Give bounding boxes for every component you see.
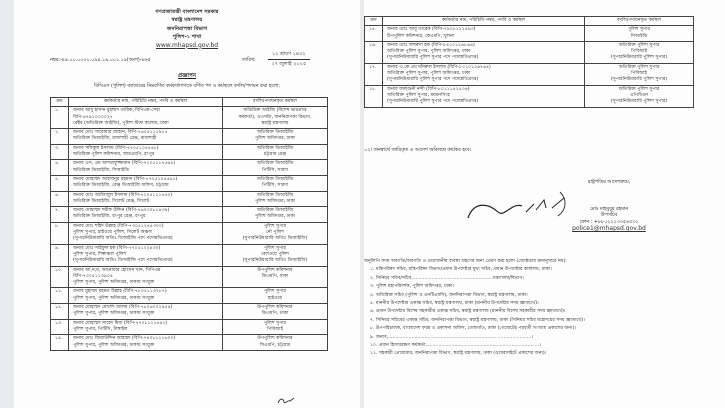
posting-line: অতিরিক্ত ডিআইজি	[256, 192, 294, 198]
table-row	[51, 335, 328, 351]
officer-detail-line: জনাব এস, এম আশরাফুজ্জামান (বিপি-৭২০৫১১৭৫৬৪)	[73, 161, 176, 167]
new-posting	[223, 335, 328, 351]
govt-name: গণপ্রজাতন্ত্রী বাংলাদেশ সরকার	[155, 9, 219, 15]
copy-recipient: ৩. পুলিশ মহাপরিদর্শক, পুলিশ অধিদপ্তর, ঢাকা।	[370, 284, 455, 290]
document-page-left	[14, 0, 360, 408]
officer-detail-line: জনাব মোঃ সারোয়ার জাহান, বিপি-৭৬০৫১১২৯২৫	[73, 130, 168, 136]
officer-detail-line: জনাব এ.কে.এম মনিরুল ইসলাম (বিপি-৮০১০১২৬৭৬৪)	[387, 64, 491, 70]
date-gregorian: ২৭ জুলাই ২০২৫	[271, 61, 307, 68]
officer-detail-line: জনাব মোহাম্মদ সাহেদ মিয়া (বিপি-৭৭০৮১২১৬৪২)	[73, 320, 168, 326]
officer-detail-line: (সুপারনিউমারারি পুলিশ সুপার পদে পদোন্নতিপ্রাপ্ত)	[387, 55, 479, 61]
officer-detail-line: জনাব সফিকুল ইসলাম (বিপি-৭৭০৫১০৪৫৪৮)	[73, 145, 159, 151]
table-row	[51, 244, 328, 266]
new-posting	[585, 63, 694, 85]
officer-details	[69, 175, 223, 191]
officer-detail-line: (সুপারনিউমারারি পুলিশ সুপার পদে পদোন্নতিপ্রাপ্ত)	[387, 99, 479, 105]
posting-line: পিবিআই	[266, 326, 284, 332]
website-link[interactable]: www.mhapsd.gov.bd	[155, 41, 219, 49]
col-header-sl: ক্রম	[51, 98, 69, 107]
officer-detail-line: পুলিশ সুপার, হাইওয়ে পুলিশ, সিলেট অঞ্চল	[73, 230, 152, 236]
transfer-table-left	[50, 97, 328, 351]
serial-number: ৩.	[51, 144, 69, 160]
new-posting	[223, 304, 328, 320]
officer-details	[69, 107, 223, 129]
col-header-posting: বদলি/পদায়নকৃত কর্মস্থল	[585, 17, 694, 26]
copy-recipient: ৬. প্রধান উপদেষ্টার বিশেষ সহকারীর একান্ত সচিব, স্বরাষ্ট্র মন্ত্রণালয় (মাননীয় বিশেষ সহকারীর সদয় জ্ঞাতার্থে)।	[370, 309, 566, 315]
new-posting	[223, 144, 328, 160]
officer-detail-line: জনাব মোহাম্মদ আহসানুর রহমান (বিপি-৭৭০৫১০৪৫৬১)	[73, 176, 178, 182]
copy-recipient: ৮. উপপরিচালক, বাংলাদেশ ফরম ও প্রকাশনা অফিস, তেজগাঁও, ঢাকা (গেজেটের পরবর্তী সংখ্যায় প্রকাশের জন্য)।	[370, 326, 576, 332]
serial-number: ১৪.	[51, 335, 69, 351]
table-row	[365, 85, 694, 107]
posting-line: (সুপারনিউমারারি অতিঃ ডিআইজি)	[242, 236, 308, 242]
posting-line: উপপুলিশ কমিশনার	[257, 305, 293, 311]
table-row	[51, 319, 328, 335]
posting-line: পুলিশ অধিদপ্তর, ঢাকা	[254, 136, 295, 142]
posting-line: পুলিশ অধিদপ্তর, ঢাকা	[254, 198, 295, 204]
officer-detail-line: অতিরিক্ত ডিআইজি, রাজশাহী রেঞ্জ, রাজশাহী	[73, 136, 157, 142]
serial-number: ৪.	[51, 160, 69, 176]
officer-details	[69, 335, 223, 351]
date-box	[268, 50, 310, 69]
table-row	[51, 175, 328, 191]
table-row	[51, 191, 328, 207]
posting-line: অতিরিক্ত পুলিশ সুপার	[618, 64, 660, 70]
effective-clause: ০২। জনস্বার্থে জারিকৃত এ আদেশ অবিলম্বে কার্যকর হবে।	[364, 148, 472, 153]
posting-line: পুলিশ সুপার	[263, 245, 287, 251]
posting-line: চট্টগ্রাম রেঞ্জ	[263, 152, 287, 158]
posting-line: অতিরিক্ত ডিআইজি	[256, 176, 294, 182]
officer-detail-line: জনাব মুহাম্মদ রহমত উল্লাহ (বিপি-৭৮০৫১১৩২৮৭)	[73, 289, 167, 295]
table-row	[51, 304, 328, 320]
posting-line: পুলিশ সুপার	[263, 289, 287, 295]
signatory-designation: উপসচিব	[600, 213, 618, 218]
posting-line: সিএমপি, চট্টগ্রাম	[259, 342, 291, 348]
serial-number: ১৫.	[365, 26, 383, 42]
serial-number: ১৮.	[365, 85, 383, 107]
posting-line: পিবিআই	[630, 49, 648, 55]
officer-detail-line: জনাব মোঃ জিয়াউদ্দিন আহম্মদ (বিপি-৭৪০৮১২১৬০০)	[73, 336, 176, 342]
officer-detail-line: জনাব মোহাম্মদ শরীফ উদ্দিন (বিপি-৭৬০৩০৮১৪৩৯)	[73, 208, 170, 214]
officer-detail-line: (সুপারনিউমারারি অতিঃ ডিআইজি পদে পদোন্নতিপ্রাপ্ত)	[73, 236, 173, 242]
new-posting	[223, 107, 328, 129]
serial-number: ১১.	[51, 288, 69, 304]
posting-line: (সুপারনিউমারারি পুলিশ সুপার)	[610, 55, 668, 61]
posting-line: (সুপারনিউমারারি পুলিশ সুপার)	[610, 77, 668, 83]
posting-line: অতিরিক্ত ডিআইজি	[256, 161, 294, 167]
table-row	[51, 266, 328, 288]
officer-detail-line: (সুপারনিউমারারি পুলিশ সুপার পদে পদোন্নতিপ্রাপ্ত)	[387, 77, 479, 83]
serial-number: ১৭.	[365, 63, 383, 85]
signatory-email-link[interactable]: police1@mhapsd.gov.bd	[572, 225, 646, 232]
officer-details	[69, 129, 223, 145]
new-posting	[223, 160, 328, 176]
officer-detail-line: জনাব মোহাম্মদ মোর্শেদ আলম (বিপি-৭৮০৬০০২৯৫৪)	[73, 305, 173, 311]
officer-details	[383, 26, 585, 42]
officer-detail-line: অতিরিক্ত পুলিশ কমিশনার, আরএমপি, রংপুর	[73, 152, 155, 158]
new-posting	[223, 288, 328, 304]
officer-detail-line: জনাব মোঃ আজিজুল ইসলাম (বিপি-৭২০৫১২১৫৫০)	[73, 192, 173, 198]
posting-line: উপপুলিশ কমিশনার	[257, 336, 293, 342]
copies-intro: অনুলিপি সদয় অবগতি/অবগতি ও প্রয়োজনীয় ব্যবস্থা গ্রহণের জন্য প্রেরণ করা হলো (জ্যেষ্ঠতার ক্রমানুসারে নয়):	[364, 259, 567, 264]
signatory-phone: ফোন : +৮৮০২২২৩৩৫৪৫৩১	[579, 219, 639, 225]
posting-line: অতিরিক্ত পুলিশ সুপার	[618, 42, 660, 48]
officer-details	[383, 41, 585, 63]
officer-detail-line: উপপুলিশ কমিশনার, কেএমপি, খুলনা	[387, 33, 455, 39]
col-header-sl: ক্রম	[365, 17, 383, 26]
new-posting	[223, 175, 328, 191]
notice-title: প্রজ্ঞাপন	[178, 73, 196, 80]
officer-detail-line: জনাব মোঃ শহিদ উল্লাহ (বিপি-৭৩০৫১২৪৫৩০০)	[73, 223, 164, 229]
officer-detail-line: রেক্টর (অতিরিক্ত আইজি), পুলিশ স্টাফ কলেজ, ঢাকা	[73, 120, 169, 126]
posting-line: অতিরিক্ত ডিআইজি	[256, 208, 294, 214]
officer-details	[69, 288, 223, 304]
officer-details	[69, 222, 223, 244]
initials-signature-icon	[276, 396, 296, 406]
new-posting	[585, 41, 694, 63]
table-header-row	[365, 17, 694, 26]
serial-number: ২.	[51, 129, 69, 145]
posting-line: নৌ পুলিশ	[266, 230, 284, 236]
posting-line: অতিরিক্ত আইজি (বিশেষ ভারপ্রাপ্ত	[243, 108, 307, 114]
new-posting	[223, 319, 328, 335]
signatory-name: মোঃ মাহবুবুর রহমান	[589, 206, 629, 212]
posting-line: অতিরিক্ত পুলিশ সুপার	[618, 86, 660, 92]
posting-line: হাইওয়ে	[267, 295, 283, 301]
letterhead	[14, 8, 360, 50]
table-row	[51, 207, 328, 223]
document-page-right	[364, 0, 725, 408]
table-body-right	[365, 26, 694, 107]
serial-number: ১.	[51, 107, 69, 129]
officer-details	[69, 207, 223, 223]
officer-detail-line: পুলিশ সুপার, পিটিসি, টাঙ্গাইল	[73, 326, 128, 332]
serial-number: ১২.	[51, 304, 69, 320]
officer-detail-line: জনাব ফাল্গুনী নন্দী (বিপি-৮০১১১৪২৫৩৬)	[387, 86, 470, 92]
signature-block	[504, 180, 714, 233]
copy-recipient: ৫. মাননীয় উপদেষ্টার একান্ত সচিব, স্বরাষ্ট্র মন্ত্রণালয়, ঢাকা (মাননীয় উপদেষ্টার সদয় জ্ঞাতার্থে)।	[370, 301, 539, 307]
posting-line: (সুপারনিউমারারি পুলিশ সুপার)	[610, 99, 668, 105]
posting-line: এপিবিএন	[629, 92, 649, 98]
by-order-text: রাষ্ট্রপতির আদেশক্রমে,	[587, 180, 631, 185]
officer-detail-line: জনাব মোঃ আবু তারেক (বিপি-৭৯০৮১২১৫৬৩)	[387, 27, 476, 33]
officer-detail-line: পুলিশ সুপার, পুলিশ অধিদপ্তর, ঢাকায় সংযুক্ত	[73, 295, 155, 301]
officer-detail-line: অতিরিক্ত ডিআইজি, সিলেট রেঞ্জ, সিলেট	[73, 198, 150, 204]
col-header-name: কর্মকর্তার নাম, পরিচিতি নম্বর, পদবি ও কর্মস্থল	[383, 17, 585, 26]
new-posting	[585, 85, 694, 107]
branch-name: পুলিশ-১ শাখা	[172, 34, 202, 41]
copy-recipient: ২. সিনিয়র সচিব/সচিব,.......................................................মন্ত্রণালয়/বিভাগ।	[370, 275, 524, 281]
officer-detail-line: অতিরিক্ত পুলিশ সুপার, পুলিশ অধিদপ্তর, ঢাকা	[387, 71, 471, 77]
posting-line: রেলওয়ে পুলিশ	[261, 251, 289, 257]
transfer-table-right	[364, 16, 694, 108]
new-posting	[223, 244, 328, 266]
officer-detail-line: অতিরিক্ত ডিআইজি, সিআইডি	[73, 167, 130, 173]
table-header-row	[51, 98, 328, 107]
posting-line: পিটিসি, সারদা	[261, 183, 289, 189]
officer-details	[69, 304, 223, 320]
new-posting	[223, 207, 328, 223]
officer-detail-line: অতিরিক্ত ডিআইজি, রংপুর রেঞ্জ, রংপুর	[73, 214, 146, 220]
serial-number: ৫.	[51, 175, 69, 191]
copies-list	[364, 258, 724, 359]
copy-recipient: ৪. অতিরিক্ত সচিব (পুলিশ ও এনটিএমসি), জননিরাপত্তা বিভাগ, স্বরাষ্ট্র মন্ত্রণালয়, ঢাকা।	[370, 292, 528, 298]
copy-recipient: ৯. জনাব,..................................................................................................।	[370, 334, 533, 340]
table-row	[51, 129, 328, 145]
copy-recipient: ৭. সিনিয়র সচিবের একান্ত সচিব, জননিরাপত্তা বিভাগ, স্বরাষ্ট্র মন্ত্রণালয়, ঢাকা (সিনিয়র সচিব মহোদয়ের সদয় জ্ঞাতার্থে)।	[370, 317, 585, 323]
posting-line: সিআইডি	[630, 33, 648, 39]
posting-line: পুলিশ সুপার	[263, 223, 287, 229]
officer-detail-line: জনাব মোঃ জহুরুল হক (বিপি-৮৪১০১২৬৮৬৬)	[387, 42, 475, 48]
posting-line: পিটিসি, সারদা	[261, 167, 289, 173]
posting-line: ডিএমপি, ঢাকা	[261, 273, 289, 279]
copies-items	[364, 266, 724, 358]
new-posting	[585, 26, 694, 42]
posting-line: পিবিআই	[630, 71, 648, 77]
officer-details	[383, 85, 585, 107]
officer-detail-line: জনাব আ,ন,ম, আনোয়ার হোসেন খান, পিপিএম	[73, 267, 161, 273]
table-row	[365, 63, 694, 85]
table-row	[51, 144, 328, 160]
table-row	[365, 41, 694, 63]
serial-number: ৮.	[51, 222, 69, 244]
officer-detail-line: জনাব মোঃ সাইফুল হক (বিপি-৭৭০৫১২২৪৩০)	[73, 245, 161, 251]
posting-line: কর্মকর্তা), ওএসডি, জননিরাপত্তা বিভাগ,	[238, 114, 312, 120]
officer-detail-line: বিপি-৭০০৫১১৩৯০৪	[73, 273, 113, 279]
date-bangla: ১২ শ্রাবণ ১৪৩২	[268, 50, 310, 60]
copy-recipient: ১. মন্ত্রিপরিষদ সচিব, মন্ত্রিপরিষদ বিভাগ/প্রধান উপদেষ্টার মুখ্য সচিব, প্রধান উপদেষ্টার কার্যালয়, ঢাকা।	[370, 267, 552, 273]
posting-line: ডিএমপি, ঢাকা	[261, 311, 289, 317]
serial-number: ৬.	[51, 191, 69, 207]
serial-number: ১০.	[51, 266, 69, 288]
posting-line: অতিরিক্ত ডিআইজি	[256, 145, 294, 151]
notice-intro: বিসিএস (পুলিশ) ক্যাডারের নিম্নবর্ণিত কর্মকর্তাগণকে বর্ণিত পদ ও কর্মস্থলে বদলি/পদায়ন করা হলো:	[94, 84, 280, 90]
posting-line: পুলিশ সুপার	[627, 27, 651, 33]
posting-line: (সুপারনিউমারারি অতিঃ ডিআইজি)	[242, 258, 308, 264]
officer-detail-line: পুলিশ সুপার, পুলিশ অধিদপ্তর, ঢাকায় সংযুক্ত	[73, 311, 155, 317]
officer-details	[69, 266, 223, 288]
date-label: তারিখ:	[242, 58, 256, 64]
new-posting	[223, 129, 328, 145]
officer-detail-line: অতিরিক্ত পুলিশ সুপার, পুলিশ অধিদপ্তর, ঢাকা	[387, 49, 471, 55]
division-name: জননিরাপত্তা বিভাগ	[166, 25, 208, 32]
serial-number: ১৩.	[51, 319, 69, 335]
table-row	[51, 222, 328, 244]
officer-detail-line: অতিরিক্ত ডিআইজি, রেঞ্জ ডিআইজি অফিস, চট্টগ্রাম	[73, 183, 169, 189]
officer-detail-line: জনাব আবু হাসান মুহাম্মদ তারিক, বিপিএম-সেবা	[73, 108, 161, 114]
posting-line: পুলিশ সুপার	[263, 320, 287, 326]
officer-detail-line: পুলিশ সুপার, শিল্পাঞ্চল পুলিশ	[73, 251, 127, 257]
officer-detail-line: পুলিশ সুপার, পুলিশ অধিদপ্তর, ঢাকায় সংযুক্ত	[73, 280, 155, 286]
officer-details	[69, 244, 223, 266]
officer-details	[383, 63, 585, 85]
table-body-left	[51, 107, 328, 351]
officer-detail-line: বিপি-৬৭৯১০০০০২৭	[73, 114, 113, 120]
officer-detail-line: পুলিশ সুপার, পুলিশ অধিদপ্তর, ঢাকায় সংযুক্ত	[73, 342, 155, 348]
copy-recipient: ১০. প্রধান হিসাবরক্ষণ কর্মকর্তা,.............................................................................।	[370, 343, 541, 349]
memo-row	[14, 50, 360, 72]
officer-detail-line: (সুপারনিউমারারি অতিঃ ডিআইজি পদে পদোন্নতিপ্রাপ্ত)	[73, 258, 173, 264]
posting-line: অতিরিক্ত ডিআইজি	[256, 130, 294, 136]
col-header-name: কর্মকর্তার নাম, পরিচিতি নম্বর, পদবি ও কর্মস্থল	[69, 98, 223, 107]
new-posting	[223, 222, 328, 244]
serial-number: ১৬.	[365, 41, 383, 63]
ministry-name: স্বরাষ্ট্র মন্ত্রণালয়	[171, 17, 203, 24]
officer-details	[69, 144, 223, 160]
officer-details	[69, 191, 223, 207]
posting-line: পুলিশ অধিদপ্তর, ঢাকা	[254, 214, 295, 220]
officer-detail-line: অতিরিক্ত পুলিশ সুপার, ময়মনসিংহ	[387, 92, 450, 98]
officer-details	[69, 160, 223, 176]
table-row	[51, 160, 328, 176]
posting-line: স্বরাষ্ট্র মন্ত্রণালয়	[261, 120, 289, 126]
table-row	[51, 288, 328, 304]
officer-details	[69, 319, 223, 335]
serial-number: ৭.	[51, 207, 69, 223]
table-row	[51, 107, 328, 129]
new-posting	[223, 266, 328, 288]
table-row	[365, 26, 694, 42]
copy-recipient: ১১. সহকারী প্রোগ্রামার, জননিরাপত্তা বিভাগ, স্বরাষ্ট্র মন্ত্রণালয়, ঢাকা (ওয়েবসাইটে প্রকাশের জন্য)।	[370, 351, 547, 357]
col-header-posting: বদলি/পদায়নকৃত কর্মস্থল	[223, 98, 328, 107]
memo-number: নম্বর:-৪৪.০০.০০০০.০৯৪.১৯.০০১.১৯(অংশ)-৮৬৫	[50, 58, 151, 64]
new-posting	[223, 191, 328, 207]
serial-number: ৯.	[51, 244, 69, 266]
posting-line: উপপুলিশ কমিশনার	[257, 267, 293, 273]
